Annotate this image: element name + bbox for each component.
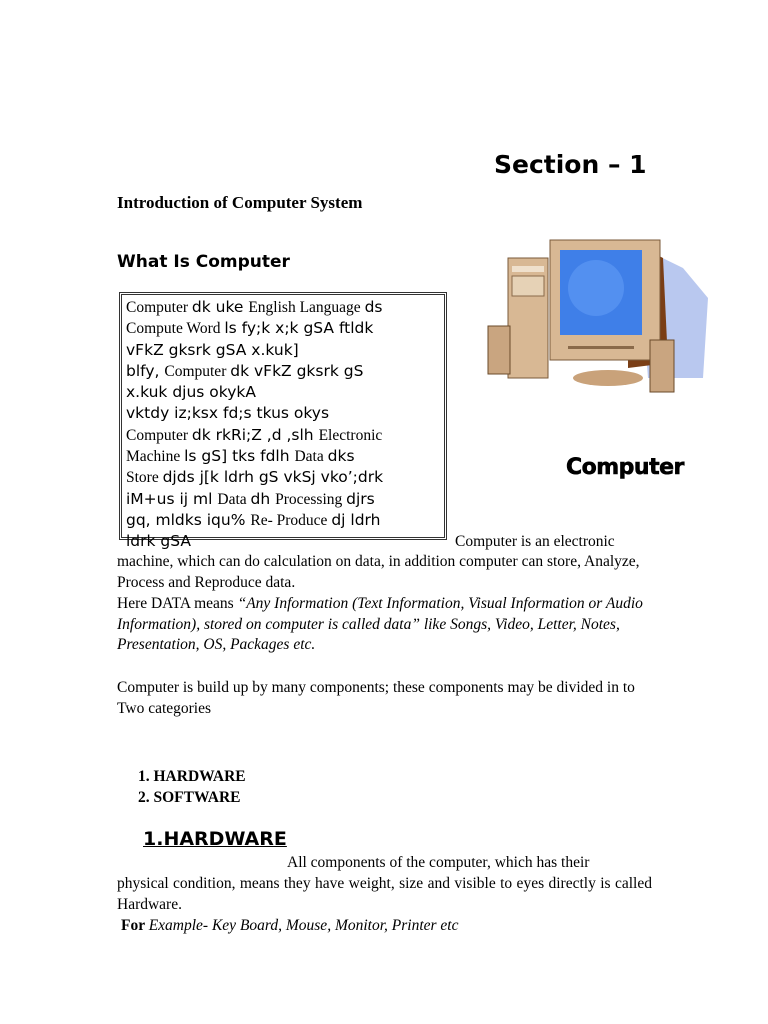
box-text-segment: Processing (275, 490, 347, 508)
image-caption: Computer (566, 455, 684, 480)
box-text-segment: Compute Word (126, 320, 225, 338)
box-text-segment: ldrk gSA (126, 532, 191, 551)
box-text-segment: Store (126, 469, 163, 487)
box-line (126, 382, 440, 403)
box-text-segment: Computer (126, 426, 192, 444)
box-text-segment: dk rkRi;Z ,d ,slh (191, 425, 319, 444)
box-line (126, 318, 440, 339)
example-lead: For (121, 917, 149, 934)
data-definition (117, 594, 647, 656)
paragraph-intro-start: Computer is an electronic (455, 533, 615, 550)
box-text-segment: Computer (126, 299, 192, 316)
category-item: 1. HARDWARE (138, 768, 246, 785)
box-line (126, 467, 440, 488)
hardware-definition: physical condition, means they have weight, size and visible to eyes directly is called Hardware. (117, 875, 652, 913)
hardware-heading: 1.HARDWARE (143, 828, 287, 850)
box-text-segment: gq, mldks iqu% (126, 510, 251, 529)
box-text-segment: dk vFkZ gksrk gS (230, 361, 364, 380)
hardware-example (121, 916, 459, 937)
box-text-segment: vktdy iz;ksx fd;s tkus okys (126, 404, 330, 423)
box-text-segment: dk uke (191, 298, 249, 316)
box-line (126, 403, 440, 424)
box-text-segment: ds (364, 298, 383, 316)
box-text-segment: Computer (164, 362, 231, 380)
box-text-segment: dks (327, 447, 355, 466)
box-text-segment: Re- Produce (250, 511, 332, 529)
box-text-segment: x.kuk djus okykA (126, 383, 256, 402)
example-text: Example- Key Board, Mouse, Monitor, Printer etc (148, 917, 459, 934)
box-text-segment: djrs (346, 489, 375, 508)
box-line (126, 340, 440, 361)
box-text-segment: dh (250, 489, 276, 508)
data-quote: “Any Information (Text Information, Visual Information or Audio Information), stored on computer is called data” like Songs, Video, Letter, Notes, Presentation, OS, Packages etc. (117, 595, 643, 654)
what-heading: What Is Computer (117, 252, 290, 272)
box-text-segment: dj ldrh (331, 510, 381, 529)
box-text-segment: Machine (126, 448, 185, 466)
hardware-definition-start: All components of the computer, which has their (287, 854, 590, 871)
paragraph-intro: machine, which can do calculation on data, in addition computer can store, Analyze, Process and Reproduce data. (117, 553, 640, 591)
hindi-text-box (119, 292, 447, 551)
box-line (126, 489, 440, 510)
box-text-segment: ls fy;k x;k gSA ftldk (224, 319, 374, 338)
box-line (126, 531, 440, 552)
box-line (126, 361, 440, 382)
computer-illustration (478, 228, 708, 398)
category-item: 2. SOFTWARE (138, 789, 241, 806)
box-text-segment: Electronic (318, 426, 383, 444)
box-text-segment: Data (294, 448, 328, 466)
data-lead: Here DATA means (117, 595, 238, 612)
paragraph-components: Computer is build up by many components; these components may be divided in to Two categories (117, 679, 635, 717)
category-list (138, 766, 246, 808)
box-text-segment: djds j[k ldrh gS vkSj vko’;drk (162, 468, 384, 487)
box-text-segment: Data (217, 490, 251, 508)
box-text-segment: ls gS] tks fdlh (184, 447, 295, 466)
section-title: Section – 1 (494, 150, 647, 179)
box-text-segment: iM+us ij ml (126, 489, 218, 508)
box-line (126, 446, 440, 467)
box-text-segment: English Language (248, 299, 365, 316)
box-line (126, 510, 440, 531)
intro-heading: Introduction of Computer System (117, 193, 363, 212)
box-text-segment: vFkZ gksrk gSA x.kuk] (126, 340, 299, 359)
box-text-segment: blfy, (126, 361, 165, 380)
box-line (126, 297, 440, 318)
box-line (126, 425, 440, 446)
